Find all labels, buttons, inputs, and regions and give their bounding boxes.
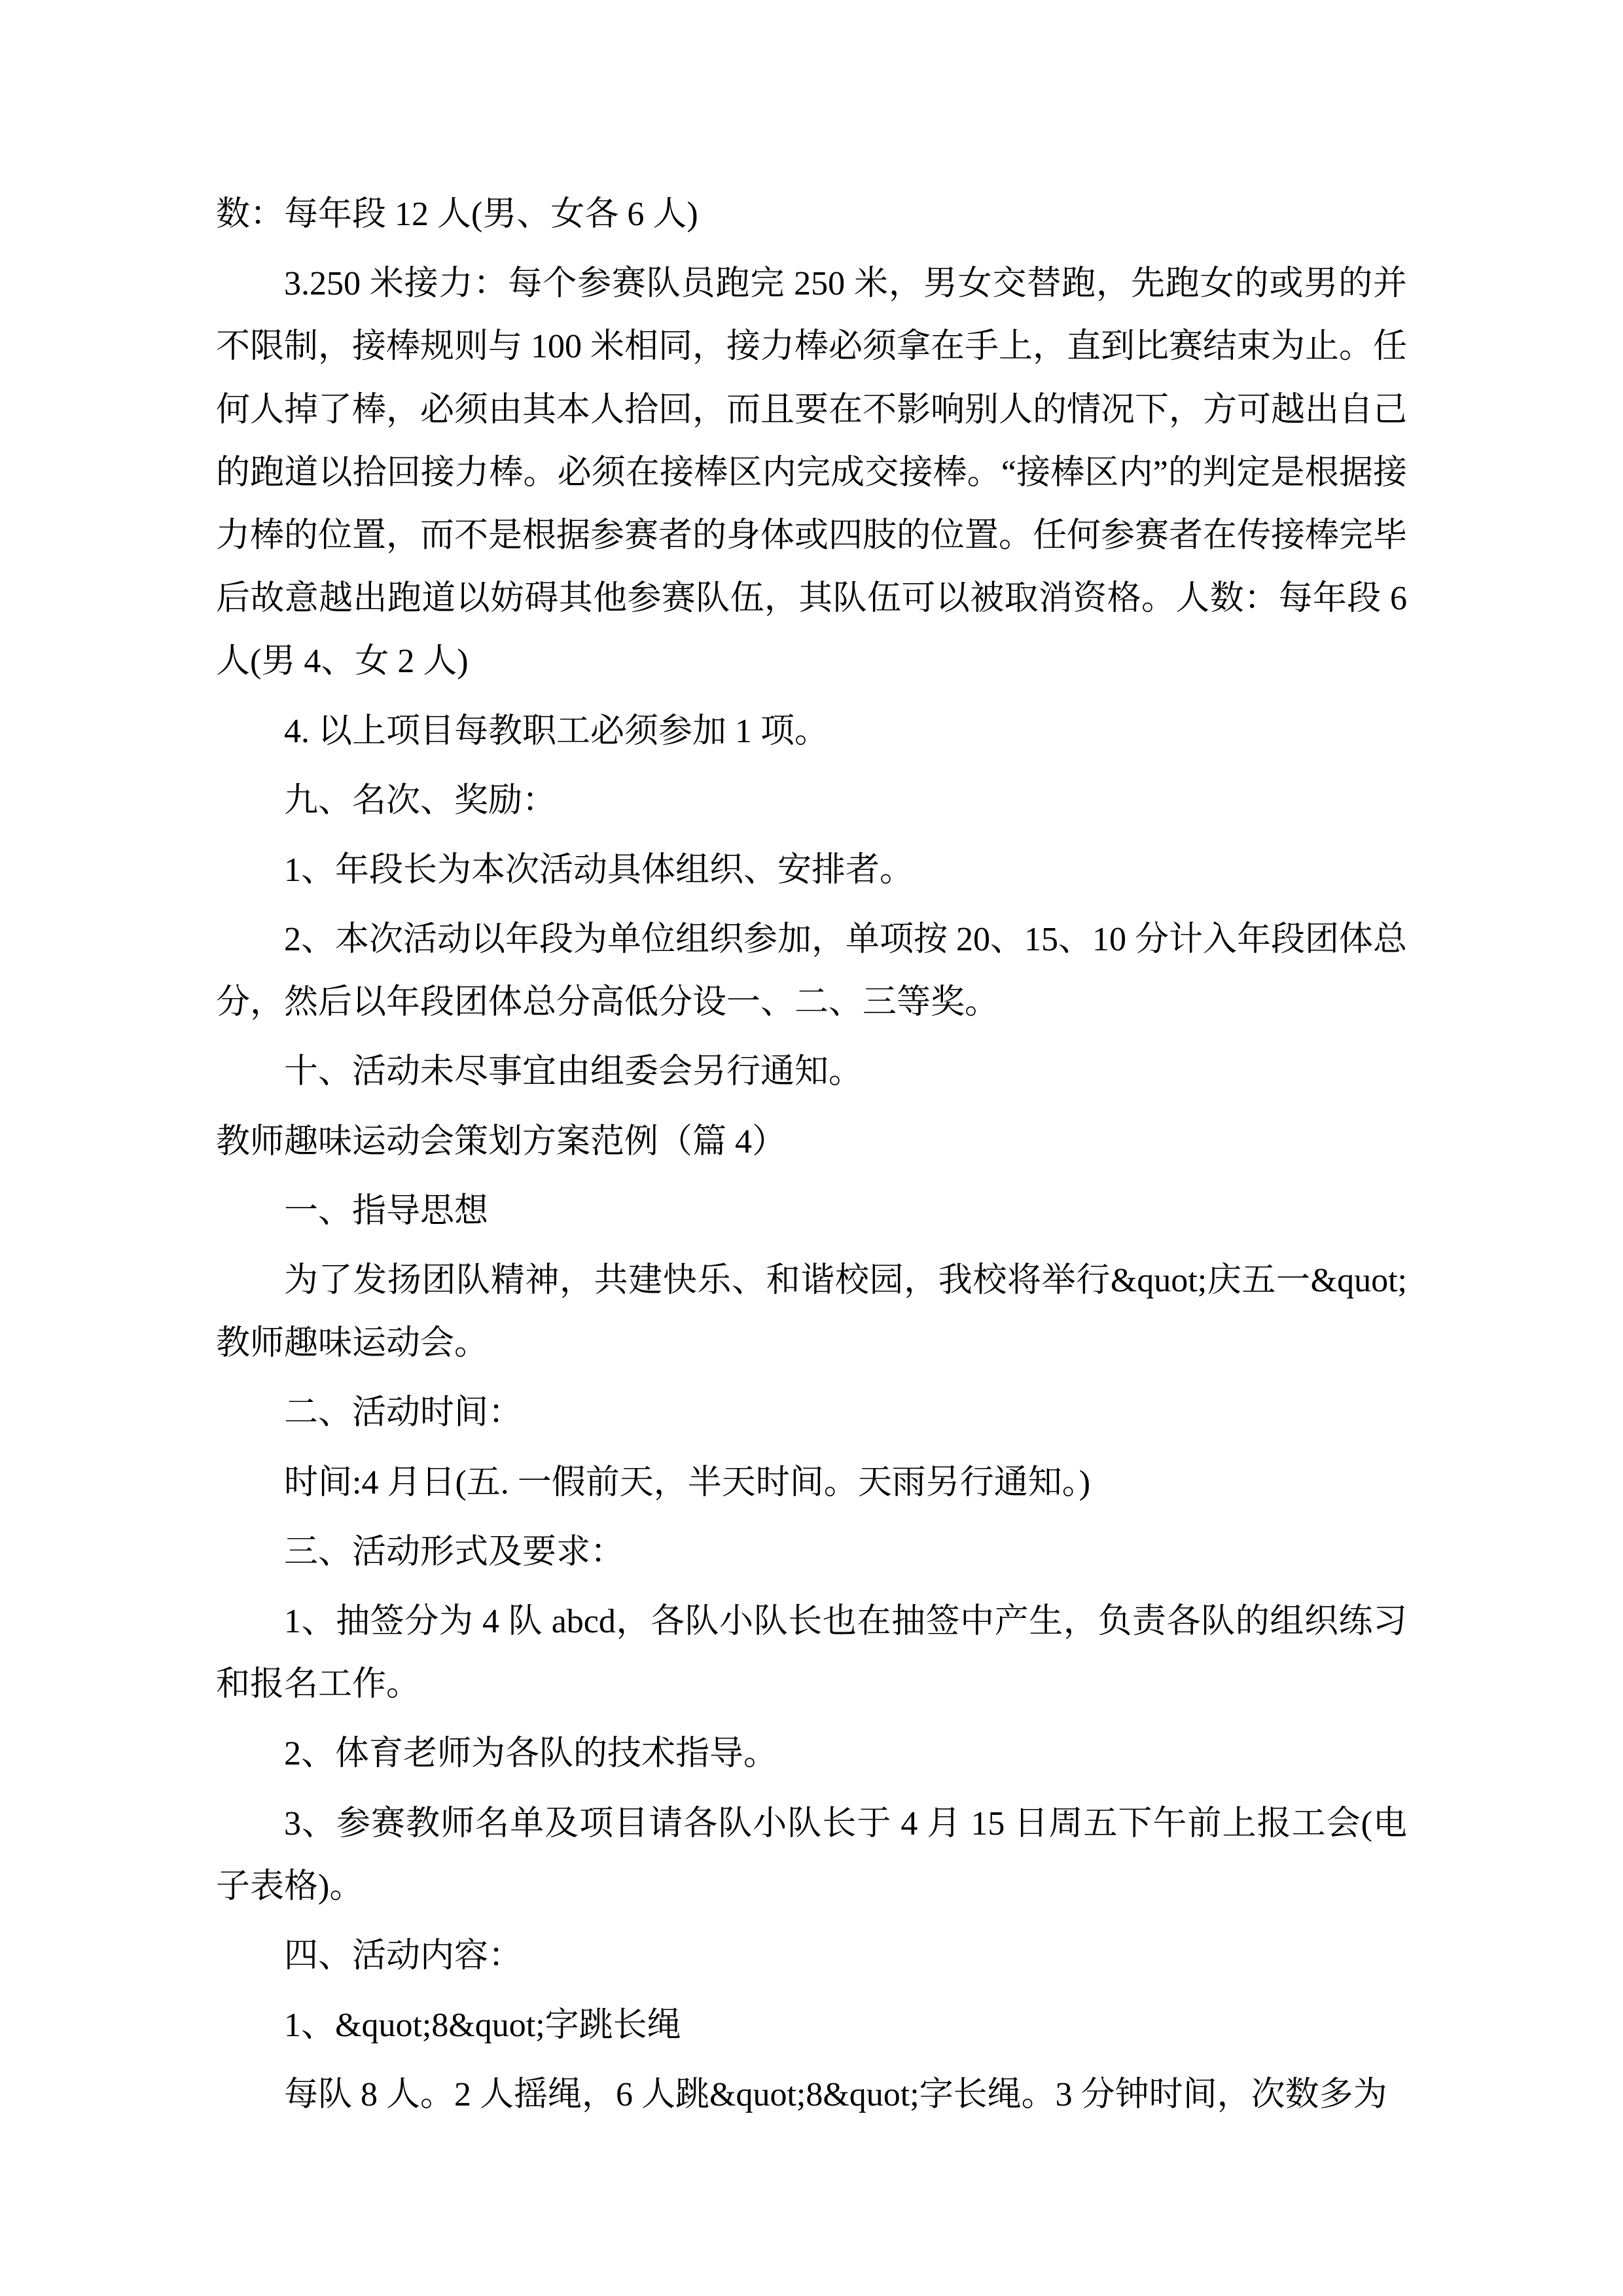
- paragraph-section-3-item-2: 2、体育老师为各队的技术指导。: [284, 1735, 778, 1773]
- paragraph-participants-count: 数：每年段 12 人(男、女各 6 人): [216, 196, 698, 233]
- paragraph-section-3-item-1: 1、抽签分为 4 队 abcd，各队小队长也在抽签中产生，负责各队的组织练习和报名工作。: [216, 1602, 1407, 1704]
- paragraph-section-10: 十、活动未尽事宜由组委会另行通知。: [284, 1053, 863, 1091]
- paragraph-section-3-title: 三、活动形式及要求：: [284, 1533, 625, 1571]
- paragraph-section-4-item-1: 1、&quot;8&quot;字跳长绳: [284, 2007, 681, 2045]
- paragraph-section-9-item-1: 1、年段长为本次活动具体组织、安排者。: [284, 851, 914, 889]
- paragraph-section-9-item-2: 2、本次活动以年段为单位组织参加，单项按 20、15、10 分计入年段团体总分，然后以年段团体总分高低分设一、二、三等奖。: [216, 921, 1408, 1022]
- paragraph-section-4-item-1-body: 每队 8 人。2 人摇绳，6 人跳&quot;8&quot;字长绳。3 分钟时间，次数多为: [284, 2076, 1387, 2114]
- paragraph-section-2-body: 时间:4 月日(五. 一假前天，半天时间。天雨另行通知。): [284, 1463, 1091, 1501]
- paragraph-section-2-title: 二、活动时间：: [284, 1394, 523, 1432]
- paragraph-plan-4-heading: 教师趣味运动会策划方案范例（篇 4）: [216, 1122, 787, 1160]
- paragraph-section-9-title: 九、名次、奖励：: [284, 781, 557, 819]
- document-body: [216, 183, 1407, 2126]
- paragraph-section-1-body: 为了发扬团队精神，共建快乐、和谐校园，我校将举行&quot;庆五一&quot;教师趣味运动会。: [216, 1262, 1407, 1363]
- paragraph-section-4-title: 四、活动内容：: [284, 1937, 523, 1975]
- paragraph-item-3-relay: 3.250 米接力：每个参赛队员跑完 250 米，男女交替跑，先跑女的或男的并不限制，接棒规则与 100 米相同，接力棒必须拿在手上，直到比赛结束为止。任何人掉了棒，必须由其本人拾回，而且要在不影响别人的情况下，方可越出自己的跑道以拾回接力棒。必须在接棒区内完成交接棒。“接棒区内”的判定是根据接力棒的位置，而不是根据参赛者的身体或四肢的位置。任何参赛者在传接棒完毕后故意越出跑道以妨碍其他参赛队伍，其队伍可以被取消资格。人数：每年段 6 人(男 4、女 2 人): [216, 265, 1408, 681]
- paragraph-section-1-title: 一、指导思想: [284, 1192, 489, 1230]
- paragraph-item-4-required: 4. 以上项目每教职工必须参加 1 项。: [284, 712, 829, 750]
- paragraph-section-3-item-3: 3、参赛教师名单及项目请各队小队长于 4 月 15 日周五下午前上报工会(电子表格)。: [216, 1804, 1407, 1905]
